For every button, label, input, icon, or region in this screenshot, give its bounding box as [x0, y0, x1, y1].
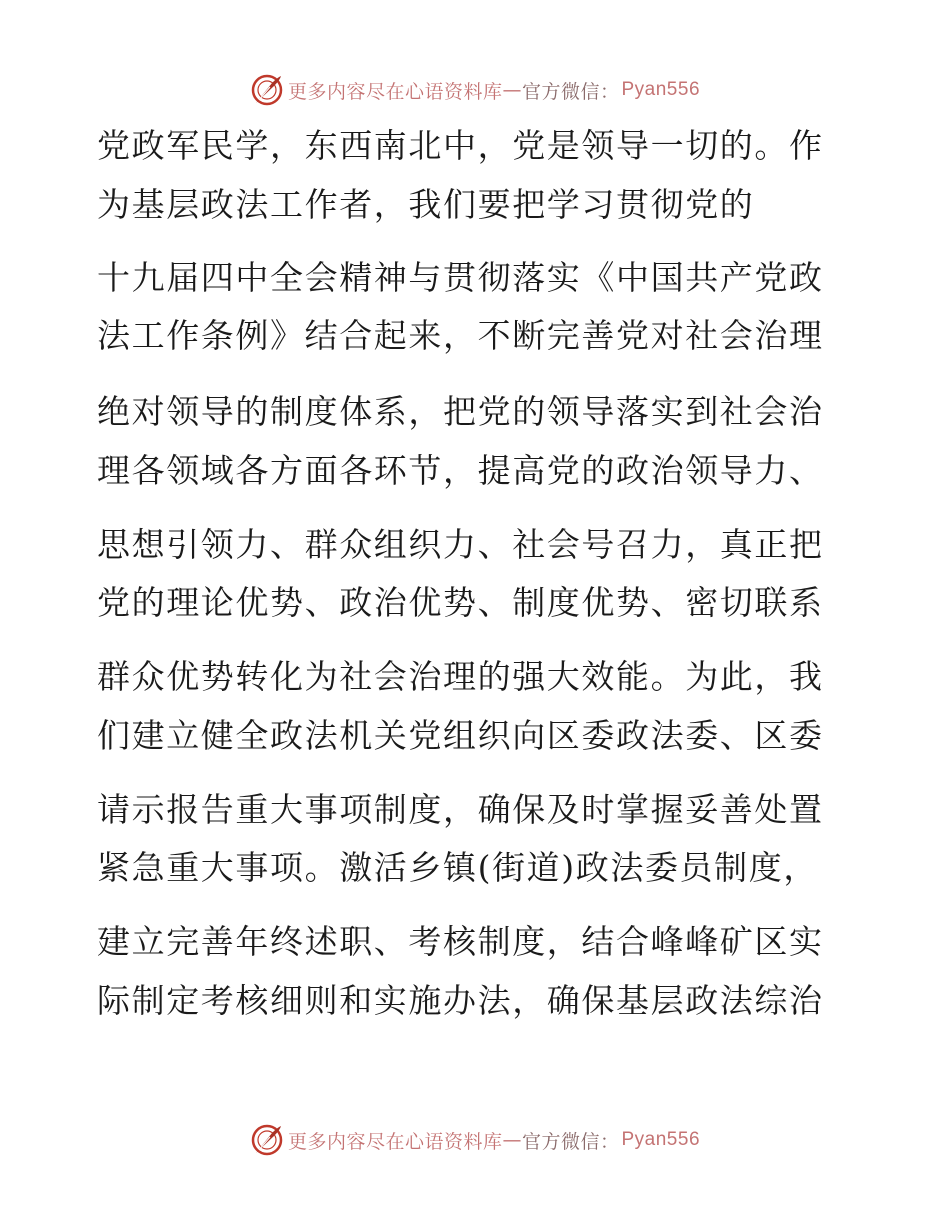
footer-watermark — [0, 1120, 950, 1160]
text-line: 们建立健全政法机关党组织向区委政法委、区委 — [97, 716, 824, 755]
text-line: 思想引领力、群众组织力、社会号召力，真正把 — [97, 525, 824, 564]
watermark-wechat-id: Pyan556 — [621, 79, 701, 100]
quill-pen-logo-icon — [250, 1123, 284, 1157]
text-line: 请示报告重大事项制度，确保及时掌握妥善处置 — [97, 790, 824, 829]
text-line: 建立完善年终述职、考核制度，结合峰峰矿区实 — [97, 922, 824, 961]
header-watermark — [0, 70, 950, 110]
text-line: 绝对领导的制度体系，把党的领导落实到社会治 — [97, 392, 824, 431]
text-line: 法工作条例》结合起来，不断完善党对社会治理 — [97, 316, 824, 355]
text-line: 党政军民学，东西南北中，党是领导一切的。作 — [97, 126, 824, 165]
watermark-official-label: 官方微信： — [521, 80, 620, 103]
text-line: 际制定考核细则和实施办法，确保基层政法综治 — [97, 981, 824, 1020]
text-line: 紧急重大事项。激活乡镇(街道)政法委员制度， — [97, 848, 818, 887]
watermark-separator: — — [502, 1129, 522, 1151]
watermark-text: 更多内容尽在心语资料库 — [287, 1130, 503, 1153]
watermark-wechat-id: Pyan556 — [621, 1129, 701, 1150]
text-line: 为基层政法工作者，我们要把学习贯彻党的 — [97, 185, 755, 224]
text-line: 理各领域各方面各环节，提高党的政治领导力、 — [97, 451, 824, 490]
watermark-separator: — — [502, 79, 522, 101]
text-line: 十九届四中全会精神与贯彻落实《中国共产党政 — [97, 258, 824, 297]
text-line: 群众优势转化为社会治理的强大效能。为此，我 — [97, 657, 824, 696]
text-line: 党的理论优势、政治优势、制度优势、密切联系 — [97, 583, 824, 622]
watermark-official-label: 官方微信： — [521, 1130, 620, 1153]
quill-pen-logo-icon — [250, 73, 284, 107]
watermark-text: 更多内容尽在心语资料库 — [287, 80, 503, 103]
